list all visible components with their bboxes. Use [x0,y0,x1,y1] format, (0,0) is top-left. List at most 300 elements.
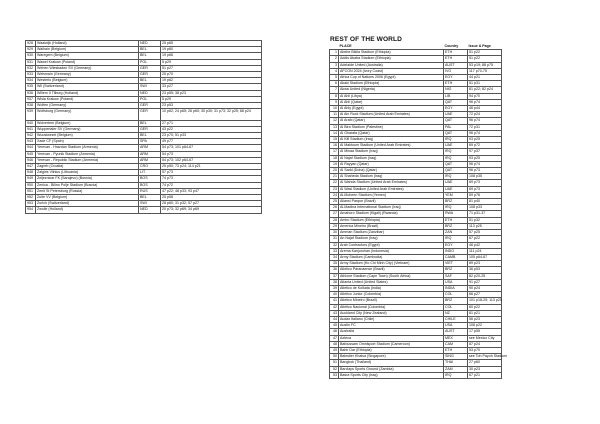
place-name: Amahoro Stadium (Kigali) (Rwanda) [339,211,444,217]
place-name: Aliansi Parque (Brazil) [339,199,444,205]
country-code: LIB [444,93,468,99]
place-name: America Mineiro (Brazil) [339,223,444,229]
issue-page: 46 p42 [468,242,502,248]
row-number: 35 [330,261,339,267]
issue-page: 53 p19; 88 p75 [468,62,502,68]
country-code: CAM [444,341,468,347]
place-name: Al Shaheda Stadium (Iraq) [339,174,444,180]
issue-page: 36 p53 [468,267,502,273]
country-code: IRQ [444,236,468,242]
country-code: BEL [139,78,161,84]
place-name: Al Minaa Stadium (Iraq) [339,149,444,155]
country-code: NIG [444,87,468,93]
place-name: Al Maktoum Stadium (United Arab Emirates) [339,143,444,149]
country-code: QAT [444,99,468,105]
row-number: 31 [330,236,339,242]
issue-page: 27 p60 [468,360,502,366]
row-number: 51 [330,360,339,366]
country-code: CRO [139,164,161,170]
row-number: 16 [330,143,339,149]
place-name: Atletico Paranaense (Brazil) [339,267,444,273]
row-number: 22 [330,180,339,186]
issue-page: 96 p73 [468,168,502,174]
country-code: AUST [444,62,468,68]
issue-page: 108 p22 [468,323,502,329]
rest-of-world-table [329,44,507,379]
country-code: NED [139,207,161,213]
row-number: 41 [330,298,339,304]
place-name: Al Ahli (Libya) [339,93,444,99]
row-number: 46 [330,329,339,335]
place-name: Yerevan - Hrazdan Stadium (Armenia) [36,145,139,151]
row-number: 11 [330,112,339,118]
issue-page: 20 p73; 32 p69; 34 p69 [161,207,262,213]
row-number: 929 [26,47,36,53]
place-name: Army Stadium (Ho Chi Minh City) (Vietnam) [339,261,444,267]
rest-of-world-title: REST OF THE WORLD [330,36,403,43]
issue-page: 5 p29 [161,96,262,102]
country-code: COL [444,304,468,310]
row-number: 8 [330,93,339,99]
issue-page: 71 p31-37 [468,211,502,217]
country-code: SPA [139,139,161,145]
issue-page: 53 p70 [468,347,502,353]
place-name: Waalwijk (Holland) [36,41,139,47]
issue-page: 69 p73 [468,180,502,186]
row-number: 20 [330,168,339,174]
place-name: Wil (Switzerland) [36,84,139,90]
place-name: Zeljeznicar FK (Sarajevo) (Bosnia) [36,176,139,182]
row-number: 17 [330,149,339,155]
row-number: 47 [330,335,339,341]
place-name: Australia [339,329,444,335]
country-code: BEL [139,120,161,126]
country-code: BRZ [444,199,468,205]
issue-page: 51 p27 [161,65,262,71]
country-code: QAT [444,161,468,167]
country-code: SING [444,354,468,360]
row-number: 933 [26,72,36,78]
row-number: 939 [26,109,36,120]
place-name: Al-Moheen Stadium (Yemen) [339,192,444,198]
country-code: SWI [139,84,161,90]
issue-page: 23 p53 [161,103,262,109]
country-code: POL [139,59,161,65]
country-code: AUST [444,329,468,335]
row-number: 14 [330,130,339,136]
row-number: 931 [26,59,36,65]
row-number: 18 [330,155,339,161]
country-code: BEL [139,47,161,53]
country-code: QAT [444,130,468,136]
country-code: EGY [444,242,468,248]
row-number: 946 [26,157,36,163]
place-name: Weismain (Germany) [36,72,139,78]
country-code: USA [444,323,468,329]
country-code: INDIA [444,285,468,291]
place-name: Zurich (Switzerland) [36,201,139,207]
country-code: ETH [444,217,468,223]
row-number: 15 [330,137,339,143]
place-name: Wawel Krakow (Poland) [36,59,139,65]
place-name: Wehen Wiesbaden SV (Germany) [36,65,139,71]
country-code: GER [139,109,161,120]
country-code: BRZ [444,267,468,273]
issue-page: 54 p73 [161,151,262,157]
issue-page: 69 p72 [468,143,502,149]
country-code: QAT [444,118,468,124]
issue-page: 81 p22; 82 p24 [468,87,502,93]
row-number: 45 [330,323,339,329]
issue-page: 43 p22 [161,126,262,132]
country-code: POL [139,96,161,102]
issue-page: 23 p70; 51 p33 [161,133,262,139]
issue-page: 25 p70 [161,72,262,78]
row-number: 945 [26,151,36,157]
place-name: Al Rayyan (Qatar) [339,161,444,167]
row-number: 928 [26,41,36,47]
row-number: 53 [330,372,339,378]
row-number: 49 [330,347,339,353]
country-code: IRQ [444,372,468,378]
issue-page: 57 p73 [161,170,262,176]
issue-page: 17 p55 [468,329,502,335]
row-number: 29 [330,223,339,229]
place-name: Xade CF (Spain) [36,139,139,145]
row-number: 23 [330,186,339,192]
row-number: 935 [26,84,36,90]
country-code: IRQ [444,149,468,155]
table-row [26,207,262,213]
left-index-table [25,40,262,214]
place-name: Austin FC [339,323,444,329]
row-number: 13 [330,124,339,130]
place-name: Bahir Dar (Ethiopia) [339,347,444,353]
row-number: 36 [330,267,339,273]
country-code: GER [139,103,161,109]
place-name: Atletico Mineiro (Brazil) [339,298,444,304]
place-name: Al Ahly (Egypt) [339,106,444,112]
row-number: 951 [26,188,36,194]
row-number: 949 [26,176,36,182]
place-name: Barclays Sports Ground (Zambia) [339,366,444,372]
place-name: Adelaide United (Australia) [339,62,444,68]
row-number: 19 [330,161,339,167]
country-code: SAF [444,273,468,279]
place-name: Al Arabi (Qatar) [339,118,444,124]
issue-page: 66 p27 [468,292,502,298]
place-name: Al-Madina International Stadium (Iraq) [339,205,444,211]
country-code: UAE [444,143,468,149]
place-name: Al Ahli (Qatar) [339,99,444,105]
table-row [330,372,502,378]
issue-page: 51 p31 [468,81,502,87]
row-number: 33 [330,248,339,254]
place-name: Azteca [339,335,444,341]
country-code: QAT [444,168,468,174]
row-number: 30 [330,230,339,236]
issue-page: 117 p70-75 [468,68,502,74]
country-code: BOS [139,176,161,182]
issue-page: 67 p21 [468,372,502,378]
issue-page: 47 p22; 48 p33; 93 p47 [161,188,262,194]
header-place: PLACE [339,44,444,50]
country-code: ETH [444,56,468,62]
row-number: 5 [330,75,339,81]
issue-page: 89 p23 [468,261,502,267]
row-number: 28 [330,217,339,223]
issue-page: 93 p25 [468,155,502,161]
issue-page: 51 p22 [468,56,502,62]
issue-page: 105 p64-67 [468,254,502,260]
issue-page: 59 p76 [468,192,502,198]
country-code: LIT [139,170,161,176]
place-name: Al Wasl Stadium (United Arab Emirates) [339,186,444,192]
row-number: 950 [26,182,36,188]
issue-page: 51 p32 [468,217,502,223]
country-code: IRQ [444,205,468,211]
place-name: Al Bira Stadium (Palestine) [339,124,444,130]
country-code: EGY [444,75,468,81]
issue-page: 10 p62; 24 p65; 26 p60; 30 p30; 31 p73; 32 p25; 68 p24 [161,109,262,120]
country-code: YEM [444,192,468,198]
issue-page: 44 p21 [468,75,502,81]
country-code: ARM [139,151,161,157]
row-number: 48 [330,341,339,347]
issue-page: 91 p27 [468,279,502,285]
row-number: 938 [26,103,36,109]
country-code: BRZ [444,298,468,304]
row-number: 44 [330,316,339,322]
issue-page: 46 p44 [468,106,502,112]
place-name: AFCON 2024 (Ivory Coast) [339,68,444,74]
row-number: 9 [330,99,339,105]
country-code: GER [139,72,161,78]
issue-page: 19 p80 [161,47,262,53]
row-number: 930 [26,53,36,59]
row-number: 3 [330,62,339,68]
country-code: CHILE [444,316,468,322]
row-number: 38 [330,279,339,285]
row-number: 941 [26,126,36,132]
row-number: 944 [26,145,36,151]
issue-page: 60 p22 [468,304,502,310]
issue-page: 81 p40 [468,199,502,205]
issue-page: 56 p23 [468,316,502,322]
table-row [26,109,262,120]
place-name: Balestier Khalsa (Singapore) [339,354,444,360]
country-code: UAE [444,186,468,192]
row-number: 948 [26,170,36,176]
row-number: 942 [26,133,36,139]
row-number: 26 [330,205,339,211]
issue-page: 57 p25 [468,230,502,236]
row-number: 953 [26,201,36,207]
place-name: Zenica - Bilino Polje Stadium (Bosnia) [36,182,139,188]
place-name: Abebe Bikila Stadium (Ethiopia) [339,50,444,56]
row-number: 39 [330,285,339,291]
issue-page: 96 p74 [468,99,502,105]
country-code: USA [444,279,468,285]
country-code: BOS [139,182,161,188]
place-name: Akaki Stadium (Ethiopia) [339,81,444,87]
country-code: INDO [444,248,468,254]
country-code: PAL [444,124,468,130]
place-name: Al Gharafa (Qatar) [339,130,444,136]
place-name: Al Kifl Stadium (Iraq) [339,137,444,143]
country-code: UAE [444,180,468,186]
place-name: Zagreb (Croatia) [36,164,139,170]
row-number: 4 [330,68,339,74]
row-number: 7 [330,87,339,93]
place-name: Africa Cup of Nations 2006 (Egypt) [339,75,444,81]
country-code: ZAN [444,230,468,236]
issue-page: 25 p65 [161,41,262,47]
place-name: Waregem (Belgium) [36,53,139,59]
place-name: Atletico de Kolkata (India) [339,285,444,291]
issue-page: 23 p55; 38 p23 [161,90,262,96]
place-name: Willem II Tilburg (Holland) [36,90,139,96]
place-name: Amman Stadium (Zanzibar) [339,230,444,236]
place-name: Al Sadd (Doha) (Qatar) [339,168,444,174]
issue-page: 74 p73 [161,176,262,182]
country-code: ARM [139,145,161,151]
row-number: 34 [330,254,339,260]
row-number: 952 [26,195,36,201]
country-code: VIET [444,261,468,267]
country-code: ARM [139,157,161,163]
country-code: BEL [139,195,161,201]
place-name: Army Stadium (Cambodia) [339,254,444,260]
place-name: Ambo Stadium (Ethiopia) [339,217,444,223]
issue-page: 96 p74 [468,130,502,136]
place-name: Arab Contractors (Egypt) [339,242,444,248]
row-number: 32 [330,242,339,248]
issue-page: 90 p24 [468,285,502,291]
country-code: CAMB [444,254,468,260]
place-name: Al Wahda Stadium (United Arab Emirates) [339,180,444,186]
row-number: 934 [26,78,36,84]
country-code: IRQ [444,174,468,180]
issue-page: 72 p31 [468,124,502,130]
row-number: 947 [26,164,36,170]
issue-page: 93 p25 [468,137,502,143]
place-name: Wisla Krakow (Poland) [36,96,139,102]
issue-page: 108 p33 [468,205,502,211]
place-name: Zwolle (Holland) [36,207,139,213]
row-number: 40 [330,292,339,298]
country-code: IVO [444,68,468,74]
issue-page: 25 p50; 73 p24; 114 p21 [161,164,262,170]
place-name: Atletico Junior (Colombia) [339,292,444,298]
issue-page: 94 p70 [468,93,502,99]
country-code: ZAM [444,366,468,372]
place-name: Al Najaf Stadium (Iraq) [339,155,444,161]
header-issue: Issue & Page [468,44,502,50]
issue-page: 33 p27 [161,84,262,90]
issue-page: see Mexico City [468,335,502,341]
issue-page: see Toh Payoh Stadium [469,354,507,359]
place-name: Walhain (Belgium) [36,47,139,53]
header-country: Country [444,44,468,50]
issue-page: 96 p74 [468,118,502,124]
place-name: Zalgiris Vilnius (Lithuania) [36,170,139,176]
country-code: BRZ [444,223,468,229]
issue-page: 67 p22 [468,236,502,242]
place-name: Athlone Stadium (Cape Town) (South Africa) [339,273,444,279]
country-code: IRQ [444,137,468,143]
place-name: An Najaf Stadium (Iraq) [339,236,444,242]
row-number: 936 [26,90,36,96]
country-code: BEL [139,53,161,59]
issue-page: 87 p24 [468,341,502,347]
place-name: Zenit St Petersburg (Russia) [36,188,139,194]
row-number: 932 [26,65,36,71]
row-number: 24 [330,192,339,198]
country-code: ETH [444,50,468,56]
country-code: RUS [139,188,161,194]
country-code: NED [139,90,161,96]
row-number: 52 [330,366,339,372]
place-name: Audax Italiano (Chile) [339,316,444,322]
place-name: Al Ain Rock Stadium (United Arab Emirates) [339,112,444,118]
issue-page: 108 p35 [468,174,502,180]
place-name: Atletico Nacional (Colombia) [339,304,444,310]
country-code: ETH [444,81,468,87]
country-code: SWI [139,201,161,207]
place-name: Wolfsburg (Germany) [36,109,139,120]
issue-page: 54 p73; 101 p64-67 [161,145,262,151]
country-code: EGY [444,106,468,112]
issue-page: 28 p60; 31 p32; 57 p27 [161,201,262,207]
place-name: Atlanta United (United States) [339,279,444,285]
issue-page: 111 p24 [468,248,502,254]
row-number: 940 [26,120,36,126]
row-number: 2 [330,56,339,62]
place-name: Wolfen (Germany) [36,103,139,109]
place-name: Yerevan - Republic Stadium (Armenia) [36,157,139,163]
country-code: THAI [444,360,468,366]
country-code: BEL [139,133,161,139]
row-number: 943 [26,139,36,145]
row-number: 42 [330,304,339,310]
country-code: GER [139,65,161,71]
issue-page: 74 p72 [161,182,262,188]
issue-page: 69 p73 [468,186,502,192]
issue-page: 19 p62 [161,78,262,84]
country-code: IRQ [444,155,468,161]
row-number: 43 [330,310,339,316]
place-name: Zulte VV (Belgium) [36,195,139,201]
place-name: Akwa United (Nigeria) [339,87,444,93]
issue-page: 82 p20-25 [468,273,502,279]
country-code: ETH [444,347,468,353]
issue-page: 30 p23 [468,366,502,372]
issue-page: 19 p66 [161,53,262,59]
issue-page: 51 p22 [468,50,502,56]
issue-page: 49 p77 [161,139,262,145]
place-name: Arema Kanjuruhan (Indonesia) [339,248,444,254]
country-code: NED [139,41,161,47]
country-code: GER [139,126,161,132]
place-name: Wuppertaler SV (Germany) [36,126,139,132]
issue-page: 96 p74 [468,161,502,167]
place-name: Westerlo (Belgium) [36,78,139,84]
row-number: 10 [330,106,339,112]
row-number: 954 [26,207,36,213]
place-name: Wuustwezel (Belgium) [36,133,139,139]
issue-page: 101 p18-25; 113 p25 [469,298,502,303]
